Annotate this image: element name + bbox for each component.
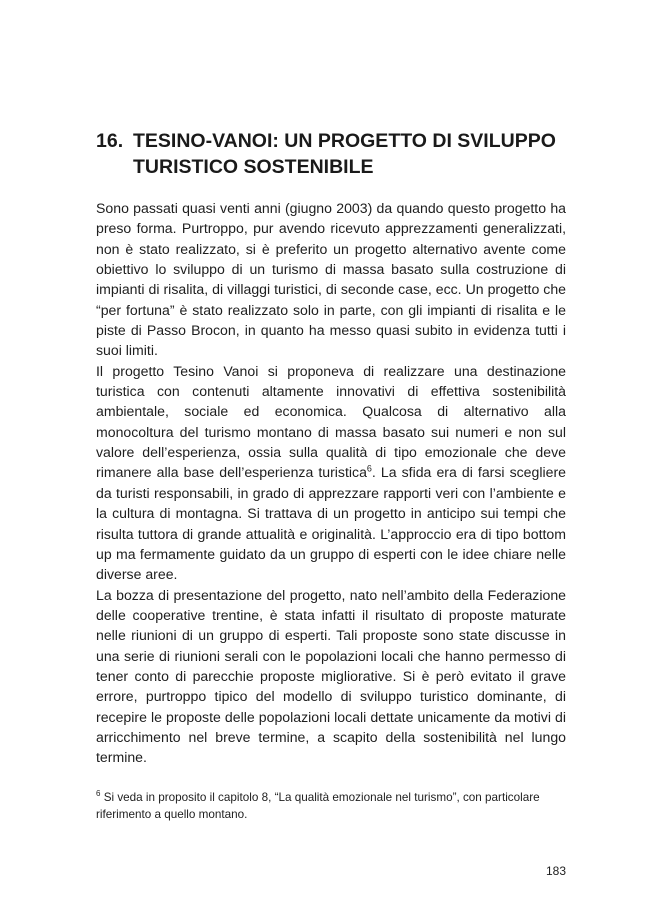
paragraph [96, 361, 566, 585]
chapter-number: 16. [96, 130, 124, 152]
chapter-title: TESINO-VANOI: UN PROGETTO DI SVILUPPO TURISTICO SOSTENIBILE [133, 130, 556, 178]
body-text [96, 198, 566, 768]
chapter-heading [96, 128, 566, 180]
paragraph: La bozza di presentazione del progetto, nato nell’ambito della Federazione delle cooperative trentine, è stata infatti il risultato di proposte maturate nelle riunioni di un gruppo di esperti. Tali proposte sono state discusse in una serie di riunioni serali con le popolazioni locali che hanno permesso di tener conto di parecchie proposte migliorative. Si è però evitato il grave errore, purtroppo tipico del modello di sviluppo turistico dominante, di recepire le proposte delle popolazioni locali dettate unicamente da motivi di arricchimento nel breve termine, a scapito della sostenibilità nel lungo termine. [96, 586, 566, 766]
page-number: 183 [545, 864, 566, 878]
footnote [96, 789, 566, 823]
paragraph-text: Il progetto Tesino Vanoi si proponeva di realizzare una destinazione turistica con contenuti altamente innovativi di effettiva sostenibilità ambientale, sociale ed economica. Qualcosa di alternativo alla monocoltura del turismo montano di massa basato sui numeri e non sul valore dell’esperienza, ossia sulla qualità di tipo emozionale che deve rimanere alla base dell’esperienza turistica [96, 362, 566, 481]
footnote-reference[interactable]: 6 [366, 463, 372, 474]
paragraph-text: . La sfida era di farsi scegliere da turisti responsabili, in grado di apprezzare rapporti veri con l’ambiente e la cultura di montagna. Si trattava di un progetto in anticipo sui tempi che risulta tuttora di grande attualità e originalità. L’approccio era di tipo bottom up ma fermamente guidato da un gruppo di esperti con le idee chiare nelle diverse aree. [96, 464, 566, 583]
footnote-marker: 6 [96, 789, 101, 799]
footnote-text: Si veda in proposito il capitolo 8, “La qualità emozionale nel turismo”, con particolare riferimento a quello montano. [96, 791, 540, 821]
paragraph: Sono passati quasi venti anni (giugno 2003) da quando questo progetto ha preso forma. Purtroppo, pur avendo ricevuto apprezzamenti generalizzati, non è stato realizzato, si è preferito un progetto alternativo avente come obiettivo lo sviluppo di un turismo di massa basato sulla costruzione di impianti di risalita, di villaggi turistici, di seconde case, ecc. Un progetto che “per fortuna” è stato realizzato solo in parte, con gli impianti di risalita e le piste di Passo Brocon, in quanto ha messo quasi subito in evidenza tutti i suoi limiti. [96, 200, 566, 359]
